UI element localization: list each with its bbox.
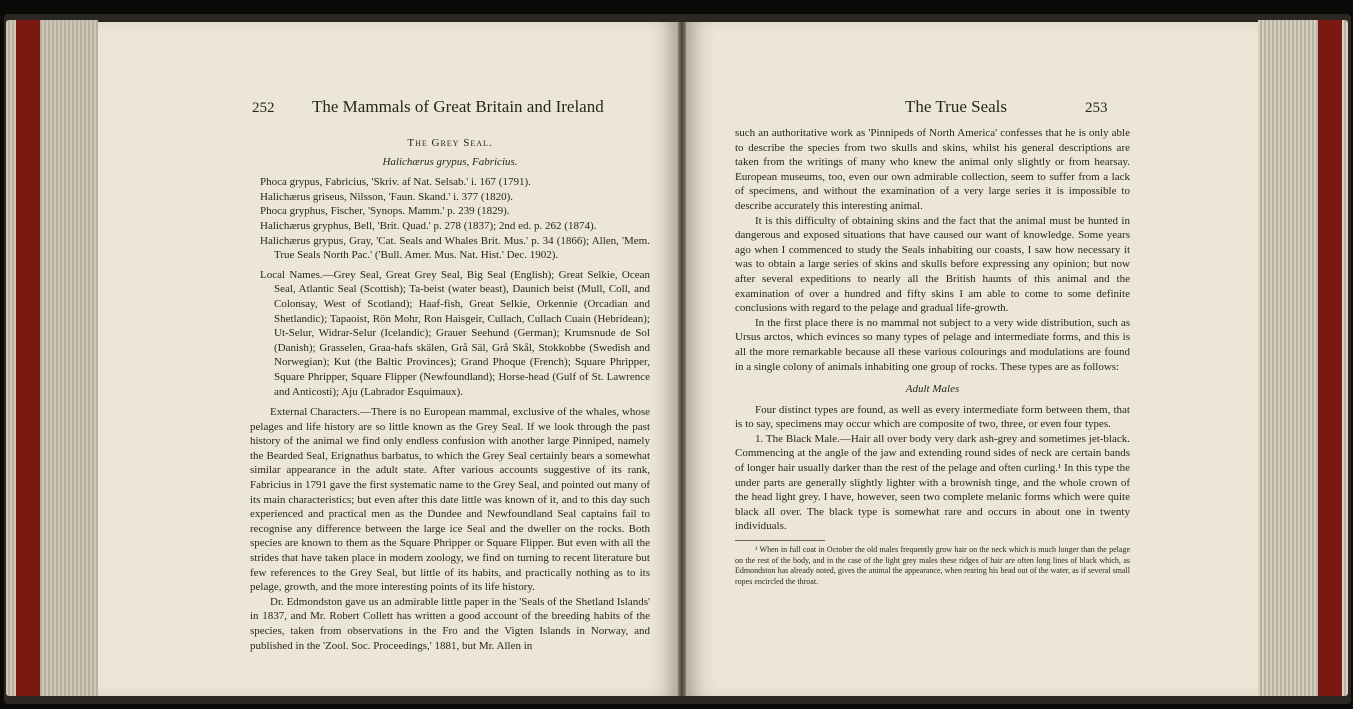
right-bookmark-band — [1318, 20, 1342, 696]
synonym-item: Halichærus gryphus, Bell, 'Brit. Quad.' p. 278 (1837); 2nd ed. p. 262 (1874). — [260, 219, 597, 232]
body-paragraph: It is this difficulty of obtaining skins and the fact that the animal must be hunted in dangerous and exposed situations that have caused our want of knowledge. Some years ago when I commenced to study the Seals inhabiting our coasts, I saw how necessary it was to obtain a large series of skins and skulls before expressing any opinion; but now after several expeditions to nearly all the British haunts of this animal and the examination of over a hundred and fifty skins I am able to come to some definite conclusions with regard to the pelage and gradual life-growth. — [735, 214, 1130, 315]
synonym-item: Phoca grypus, Fabricius, 'Skriv. af Nat. Selsab.' i. 167 (1791). — [260, 176, 531, 189]
left-text-column — [250, 136, 650, 653]
footnote: ¹ When in full coat in October the old males frequently grow hair on the neck which is much longer than the pelage on the rest of the body, and in the case of the light grey males these ridges of hair are often long lines of black which, as Edmondston has already noted, gives the animal the appearance, when rearing his head out of the water, as if several small ropes encircled the throat. — [735, 545, 1130, 586]
footnote-rule — [735, 540, 825, 541]
body-paragraph: Four distinct types are found, as well as every intermediate form between them, that is to say, specimens may occur which are composite of two, three, or even four types. — [735, 403, 1130, 431]
left-running-head: The Mammals of Great Britain and Ireland — [312, 97, 604, 116]
body-paragraph: such an authoritative work as 'Pinnipeds of North America' confesses that he is only able to describe the species from two skulls and skins, whilst his general descriptions are taken from the writings of many who knew the animal only slightly or from hearsay. European museums, too, even our own admirable collection, seem to suffer from a lack of specimens, and without the examination of a very large series it is impossible to describe accurately this interesting animal. — [735, 127, 1130, 212]
scientific-name: Halichærus grypus, Fabricius. — [382, 155, 518, 168]
body-paragraph: Dr. Edmondston gave us an admirable little paper in the 'Seals of the Shetland Islands' in 1837, and Mr. Robert Collett has written a good account of the breeding habits of the species, taken from observations in the Fro and the Vigten Islands in Norway, and published in the 'Zool. Soc. Proceedings,' 1881, but Mr. Allen in — [250, 595, 650, 652]
right-text-column — [735, 126, 1130, 587]
body-paragraph: 1. The Black Male.—Hair all over body very dark ash-grey and sometimes jet-black. Commencing at the angle of the jaw and extending round sides of neck are certain bands of longer hair usually darker than the rest of the pelage and often curling.¹ In this type the under parts are generally slightly lighter with a brownish tinge, and the whole crown of the head light grey. I have, however, seen two complete melanic forms which were quite black all over. The black type is somewhat rare and occurs in about one in twenty individuals. — [735, 432, 1130, 533]
synonym-item: Phoca gryphus, Fischer, 'Synops. Mamm.' p. 239 (1829). — [260, 205, 510, 218]
body-paragraph: In the first place there is no mammal not subject to a very wide distribution, such as Ursus arctos, which evinces so many types of pelage and intermediate forms, and this is all the more remarkable because all these various colourings and modulations are found in a single colony of animals inhabiting one group of rocks. These types are as follows: — [735, 316, 1130, 373]
synonyms-list — [260, 175, 650, 263]
local-names: Local Names.—Grey Seal, Great Grey Seal, Big Seal (English); Great Selkie, Ocean Seal, Atlantic Seal (Scottish); Ta-beist (water beast), Daunich beist (Mull, Coll, and Colonsay, West of Scotland); Haaf-fish, Great Selkie, Orkennie (Orcadian and Shetlandic); Tapaoist, Rön Mohr, Ron Haisgeir, Cullach, Cullach Cuain (Hebridean); Ut-Selur, Widrar-Selur (Icelandic); Grauer Seehund (German); Krumsnude de Sol (Danish); Grasselen, Graa-hafs skälen, Grå Säl, Grå Skål, Stokkobbe (Swedish and Norwegian); Kut (the Baltic Provinces); Grand Phoque (French); Square Phripper, Square Phripper, Square Flipper (Newfoundland); Horse-head (Gulf of St. Lawrence and Anticosti); Aju (Labrador Esquimaux). — [260, 268, 650, 398]
right-page-number: 253 — [1085, 100, 1108, 116]
left-bookmark-band — [16, 20, 40, 696]
left-page-number: 252 — [252, 100, 275, 116]
book-gutter — [678, 22, 686, 696]
subheading-adult-males: Adult Males — [905, 383, 960, 396]
section-title: The Grey Seal. — [407, 137, 493, 149]
synonym-item: Halichærus grypus, Gray, 'Cat. Seals and Whales Brit. Mus.' p. 34 (1866); Allen, 'Mem. True Seals North Pac.' ('Bull. Amer. Mus. Nat. Hist.' Dec. 1902). — [260, 234, 650, 262]
synonym-item: Halichærus griseus, Nilsson, 'Faun. Skand.' i. 377 (1820). — [260, 190, 513, 203]
right-running-head: The True Seals — [905, 97, 1007, 116]
body-paragraph: External Characters.—There is no European mammal, exclusive of the whales, whose pelages and life history are so little known as the Grey Seal. If we look through the past history of the animal we find only endless confusion with another large Pinniped, namely the Bearded Seal, Erignathus barbatus, to which the Grey Seal certainly bears a somewhat similar appearance in the adult state. After various accounts suggestive of its rank, Fabricius in 1791 gave the first systematic name to the Grey Seal, and pointed out many of its main characteristics; but even after this date little was known of it, and to this day such experienced and practical men as the Dundee and Newfoundland Seal captains fail to recognise any difference between the large ice Seal and the dweller on the rocks. Both species are known to them as the Square Phripper or Square Flipper. But even with all the strides that have taken place in modern zoology, we find on turning to recent literature but few references to the Grey Seal, but little of its habits, and practically nothing as to its pelage, growth, and the more interesting points of its life history. — [250, 406, 650, 594]
